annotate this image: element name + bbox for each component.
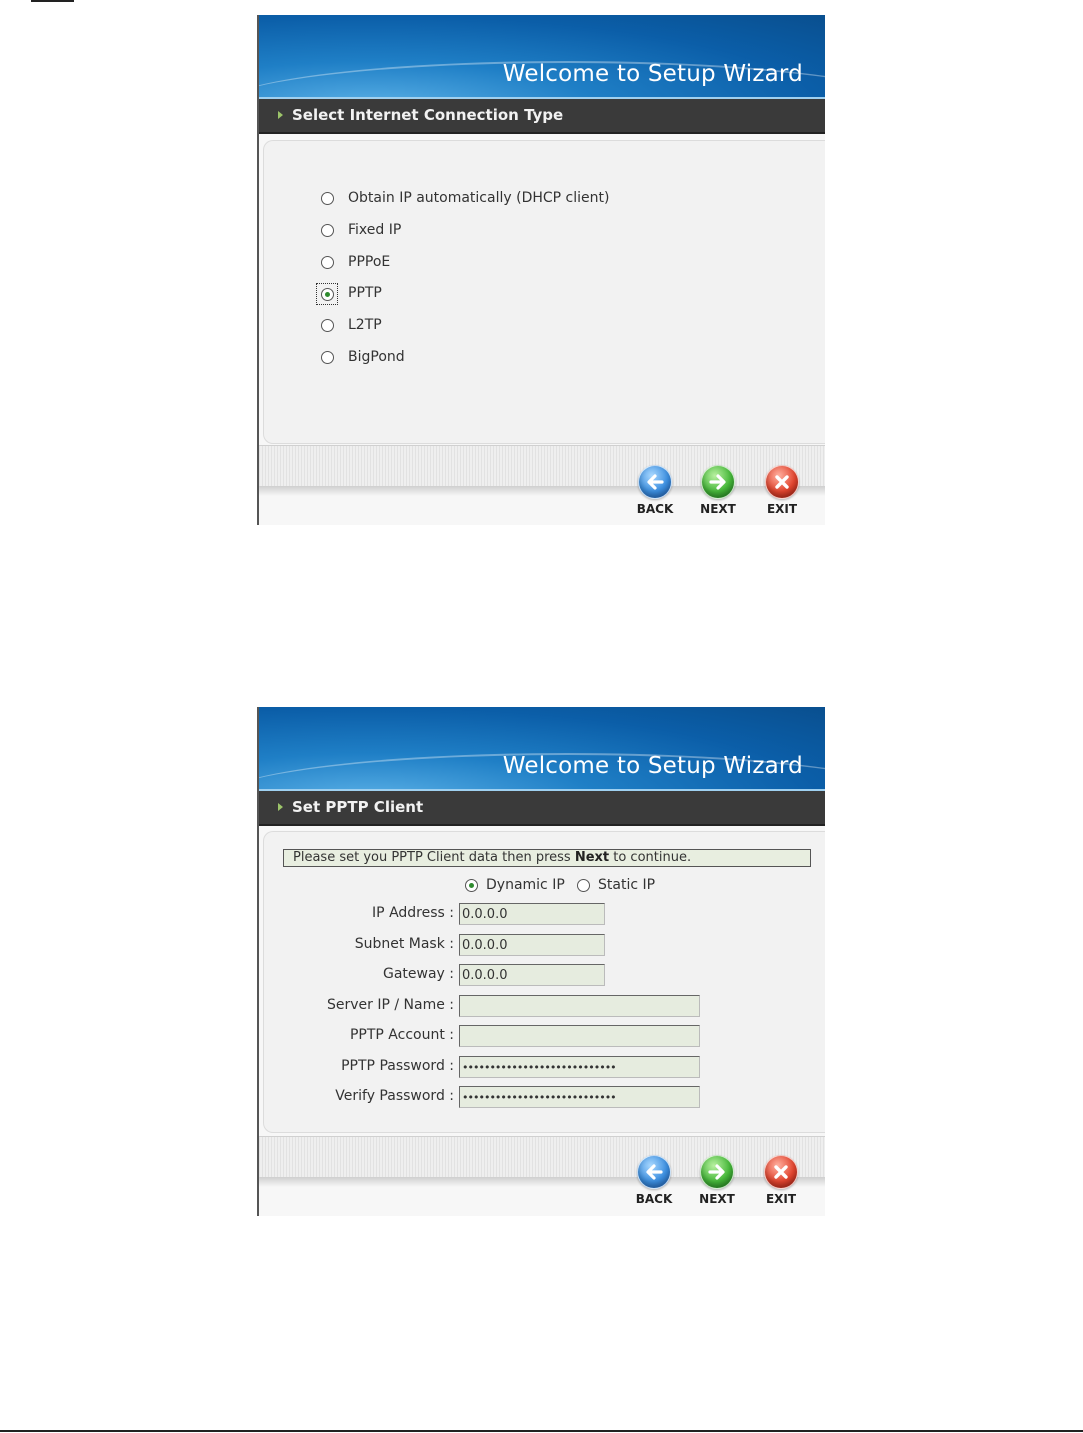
next-arrow-icon <box>701 465 735 499</box>
banner-title: Welcome to Setup Wizard <box>502 753 803 779</box>
back-label: BACK <box>635 1192 673 1206</box>
back-button[interactable] <box>635 465 675 516</box>
next-button[interactable] <box>698 465 738 516</box>
back-arrow-icon <box>637 1155 671 1189</box>
section-arrow-icon <box>278 803 283 811</box>
next-button[interactable] <box>697 1155 737 1206</box>
radio-bigpond[interactable] <box>321 351 334 364</box>
pptp-account-input[interactable] <box>459 1025 700 1047</box>
section-title: Select Internet Connection Type <box>292 106 564 124</box>
section-header <box>257 99 825 134</box>
info-text-before: Please set you PPTP Client data then press <box>293 850 575 865</box>
label-static-ip: Static IP <box>598 877 656 893</box>
subnet-mask-label: Subnet Mask : <box>354 936 454 952</box>
label-pppoe: PPPoE <box>348 254 391 270</box>
label-fixed-ip: Fixed IP <box>348 222 402 238</box>
subnet-mask-input[interactable] <box>459 934 605 956</box>
server-input[interactable] <box>459 995 700 1017</box>
info-text-after: to continue. <box>609 850 692 865</box>
info-message <box>283 849 811 867</box>
close-icon <box>764 1155 798 1189</box>
section-arrow-icon <box>278 111 283 119</box>
label-l2tp: L2TP <box>348 317 382 333</box>
radio-l2tp[interactable] <box>321 319 334 332</box>
gateway-input[interactable] <box>459 964 605 986</box>
radio-dynamic-ip[interactable] <box>465 879 478 892</box>
section-title: Set PPTP Client <box>292 798 424 816</box>
radio-pppoe[interactable] <box>321 256 334 269</box>
button-bar-shadow <box>259 1177 825 1187</box>
label-bigpond: BigPond <box>348 349 405 365</box>
radio-pptp[interactable] <box>321 288 334 301</box>
button-bar-strip <box>259 445 825 487</box>
wizard-left-border <box>257 15 259 525</box>
section-header <box>257 791 825 826</box>
pptp-account-label: PPTP Account : <box>349 1027 454 1043</box>
label-pptp: PPTP <box>348 285 382 301</box>
wizard-banner <box>257 15 825 99</box>
verify-password-input[interactable] <box>459 1086 700 1108</box>
exit-button[interactable] <box>762 465 802 516</box>
close-icon <box>765 465 799 499</box>
exit-button[interactable] <box>761 1155 801 1206</box>
gateway-label: Gateway : <box>382 966 454 982</box>
wizard-connection-type <box>257 15 825 525</box>
exit-label: EXIT <box>766 502 798 516</box>
ip-address-input[interactable] <box>459 903 605 925</box>
verify-password-label: Verify Password : <box>335 1088 454 1104</box>
label-dhcp: Obtain IP automatically (DHCP client) <box>348 190 610 206</box>
server-label: Server IP / Name : <box>326 997 454 1013</box>
wizard-banner <box>257 707 825 791</box>
radio-static-ip[interactable] <box>577 879 590 892</box>
info-text-bold: Next <box>574 850 610 865</box>
page-footer-rule <box>0 1430 1083 1432</box>
exit-label: EXIT <box>765 1192 797 1206</box>
pptp-password-input[interactable] <box>459 1056 700 1078</box>
back-arrow-icon <box>638 465 672 499</box>
radio-fixed-ip[interactable] <box>321 224 334 237</box>
label-dynamic-ip: Dynamic IP <box>486 877 565 893</box>
banner-title: Welcome to Setup Wizard <box>502 61 803 87</box>
radio-dhcp[interactable] <box>321 192 334 205</box>
back-label: BACK <box>636 502 674 516</box>
next-label: NEXT <box>700 502 736 516</box>
back-button[interactable] <box>634 1155 674 1206</box>
ip-address-label: IP Address : <box>372 905 454 921</box>
wizard-left-border <box>257 707 259 1216</box>
options-panel <box>263 140 825 444</box>
page-corner-rule <box>31 0 74 2</box>
button-bar-strip <box>259 1136 825 1178</box>
next-arrow-icon <box>700 1155 734 1189</box>
button-bar-shadow <box>259 486 825 496</box>
wizard-pptp-client <box>257 707 825 1216</box>
pptp-password-label: PPTP Password : <box>341 1058 454 1074</box>
next-label: NEXT <box>699 1192 735 1206</box>
